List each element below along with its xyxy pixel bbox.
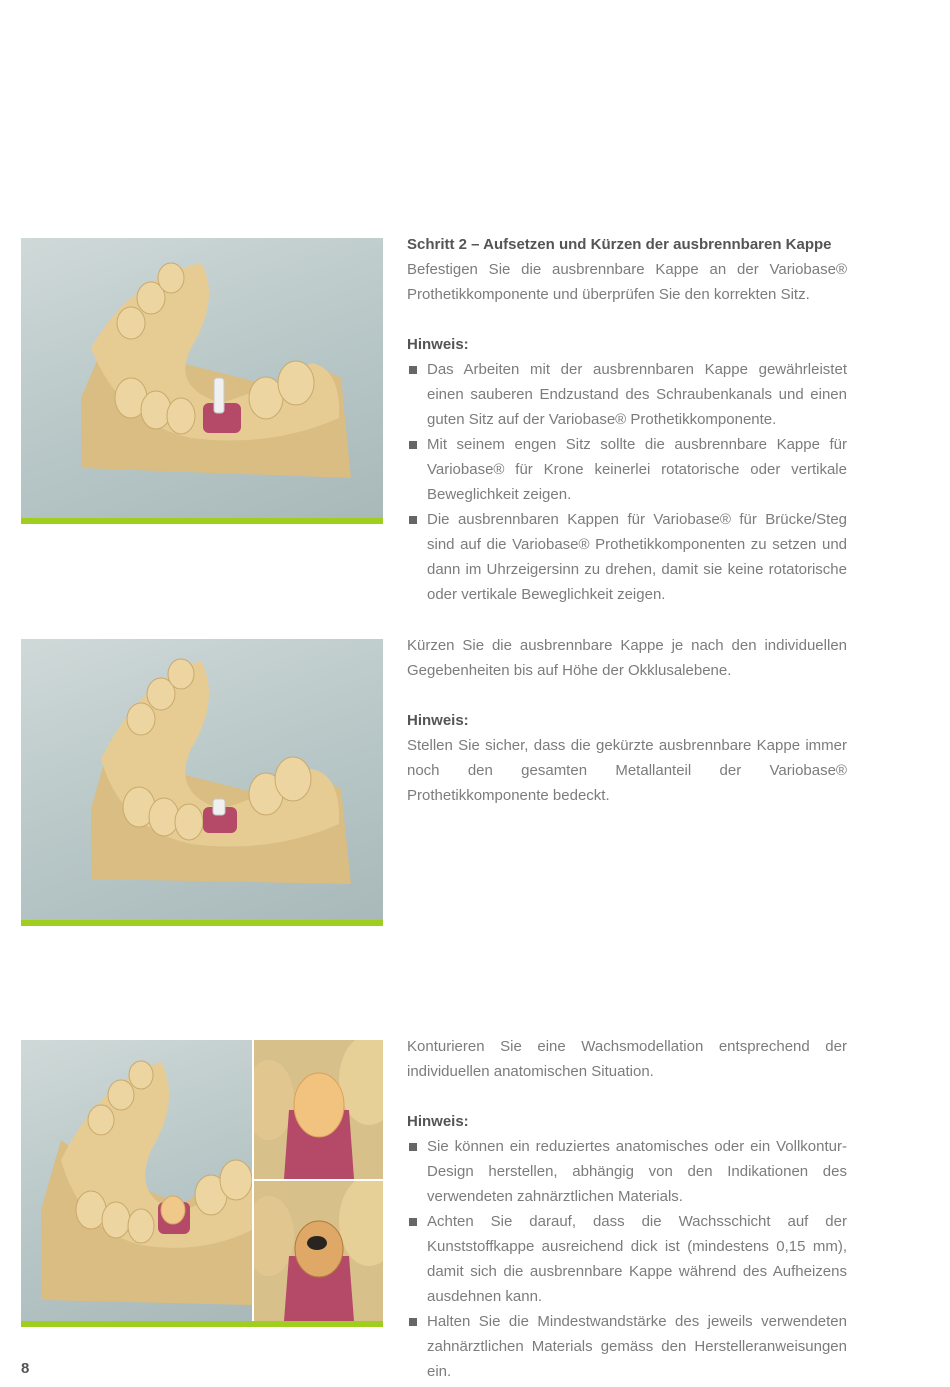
list-item: Sie können ein reduziertes anatomisches oder ein Vollkontur-Design herstellen, abhängig von den Indikationen des verwendeten zahnärztlichen Materials. bbox=[407, 1134, 847, 1209]
photo-plaster-model-wax-crown bbox=[21, 1040, 252, 1321]
section-heading: Schritt 2 – Aufsetzen und Kürzen der ausbrennbaren Kappe bbox=[407, 236, 832, 253]
note-label: Hinweis: bbox=[407, 712, 469, 729]
bullet-icon bbox=[409, 516, 417, 524]
paragraph: Stellen Sie sicher, dass die gekürzte ausbrennbare Kappe immer noch den gesamten Metallanteil der Variobase® Prothetikkomponente bedeckt. bbox=[407, 737, 847, 804]
list-item: Mit seinem engen Sitz sollte die ausbrennbare Kappe für Variobase® für Krone keinerlei rotatorische oder vertikale Beweglichkeit zeigen. bbox=[407, 432, 847, 507]
photo-wax-crown-closeup bbox=[254, 1040, 383, 1179]
bullet-icon bbox=[409, 1218, 417, 1226]
bullet-icon bbox=[409, 441, 417, 449]
list-item: Das Arbeiten mit der ausbrennbaren Kappe gewährleistet einen sauberen Endzustand des Schraubenkanals und einen guten Sitz auf der Variobase® Prothetikkomponente. bbox=[407, 357, 847, 432]
section-shorten bbox=[407, 633, 847, 808]
paragraph: Konturieren Sie eine Wachsmodellation entsprechend der individuellen anatomischen Situation. bbox=[407, 1038, 847, 1080]
bullet-icon bbox=[409, 1143, 417, 1151]
bullet-list bbox=[407, 1134, 847, 1384]
page-number: 8 bbox=[21, 1360, 30, 1377]
note-label: Hinweis: bbox=[407, 336, 469, 353]
photo-accent-bar bbox=[21, 1321, 383, 1327]
section-step2 bbox=[407, 232, 847, 607]
photo-plaster-model-shortened-cap bbox=[21, 639, 383, 920]
photo-accent-bar bbox=[21, 920, 383, 926]
note-label: Hinweis: bbox=[407, 1113, 469, 1130]
bullet-icon bbox=[409, 366, 417, 374]
bullet-icon bbox=[409, 1318, 417, 1326]
bullet-list bbox=[407, 357, 847, 607]
list-item: Halten Sie die Mindestwandstärke des jeweils verwendeten zahnärztlichen Materials gemäss den Herstelleranweisungen ein. bbox=[407, 1309, 847, 1384]
photo-cap-opening-closeup bbox=[254, 1181, 383, 1321]
paragraph: Befestigen Sie die ausbrennbare Kappe an der Variobase® Prothetikkomponente und überprüfen Sie den korrekten Sitz. bbox=[407, 261, 847, 303]
list-item: Achten Sie darauf, dass die Wachsschicht auf der Kunststoffkappe ausreichend dick ist (mindestens 0,15 mm), damit sich die ausbrennbare Kappe während des Aufheizens ausdehnen kann. bbox=[407, 1209, 847, 1309]
list-item: Die ausbrennbaren Kappen für Variobase® für Brücke/Steg sind auf die Variobase® Prothetikkomponenten zu setzen und dann im Uhrzeigersinn zu drehen, damit sie keine rotatorische oder vertikale Beweglichkeit zeigen. bbox=[407, 507, 847, 607]
paragraph: Kürzen Sie die ausbrennbare Kappe je nach den individuellen Gegebenheiten bis auf Höhe der Okklusalebene. bbox=[407, 637, 847, 679]
photo-accent-bar bbox=[21, 518, 383, 524]
photo-plaster-model-with-cap bbox=[21, 238, 383, 518]
section-wax-contour bbox=[407, 1034, 847, 1384]
